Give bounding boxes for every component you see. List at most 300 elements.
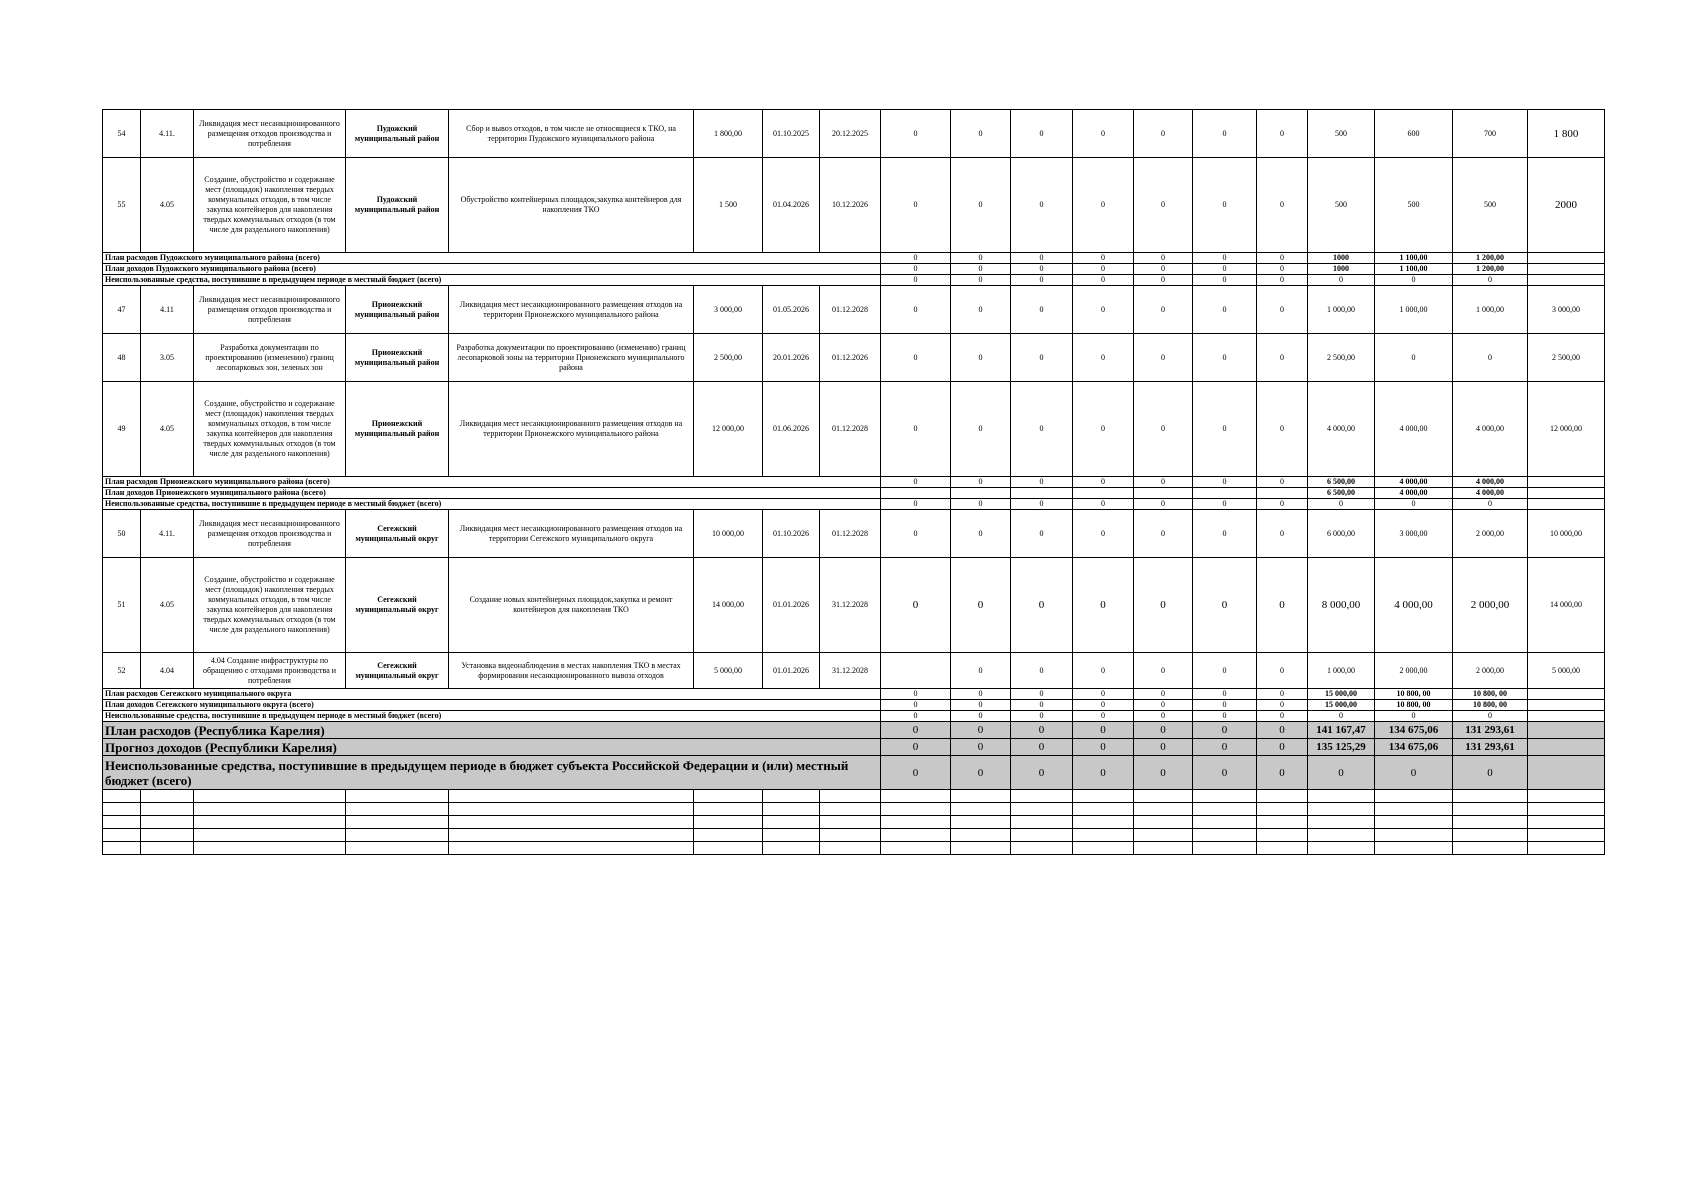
subtotal-zero: 0 [1073,253,1134,264]
subtotal-zero: 0 [1134,700,1193,711]
district-name: Пудожский муниципальный район [346,110,449,158]
grand-total-label: Неиспользованные средства, поступившие в предыдущем периоде в бюджет субъекта Российской Федерации и (или) местный бюджет (всего) [103,756,881,790]
empty-cell [1011,790,1073,803]
subtotal-zero [881,488,951,499]
table-row-item [103,653,1605,689]
grand-total-year-2: 134 675,06 [1375,739,1453,756]
measure-description: Обустройство контейнерных площадок,закупка контейнеров для накопления ТКО [449,158,694,253]
empty-cell [1193,790,1257,803]
grand-total-zero: 0 [1011,739,1073,756]
measure-code: 4.11 [141,286,194,334]
zero-value: 0 [1073,110,1134,158]
measure-code: 4.11. [141,510,194,558]
grand-total-zero: 0 [881,722,951,739]
grand-total-label: Прогноз доходов (Республики Карелия) [103,739,881,756]
subtotal-zero: 0 [1193,700,1257,711]
empty-cell [951,829,1011,842]
table-row-sub [103,700,1605,711]
empty-cell [763,803,820,816]
empty-cell [1011,816,1073,829]
subtotal-zero: 0 [1257,264,1308,275]
row-total: 12 000,00 [1528,382,1605,477]
measure-code: 4.05 [141,382,194,477]
subtotal-zero: 0 [1011,499,1073,510]
subtotal-zero: 0 [1011,711,1073,722]
table-row-item [103,558,1605,653]
subtotal-zero: 0 [1011,275,1073,286]
table-row-grand [103,739,1605,756]
zero-value: 0 [951,158,1011,253]
empty-cell [951,790,1011,803]
budget-table [102,109,1605,855]
empty-cell [1528,803,1605,816]
grand-total-year-3: 0 [1453,756,1528,790]
year-2-value: 2 000,00 [1375,653,1453,689]
table-row-item [103,334,1605,382]
measure-name: Создание, обустройство и содержание мест (площадок) накопления твердых коммунальных отходов, в том числе закупка контейнеров для накопления твердых коммунальных отходов (в том числе для раздельного накопления) [194,158,346,253]
subtotal-zero: 0 [1073,700,1134,711]
subtotal-label: План расходов Прионежского муниципального района (всего) [103,477,881,488]
empty-cell [1073,842,1134,855]
subtotal-year-3: 10 800, 00 [1453,689,1528,700]
end-date: 20.12.2025 [820,110,881,158]
grand-total-zero: 0 [1073,756,1134,790]
zero-value: 0 [1073,158,1134,253]
grand-total-empty [1528,722,1605,739]
year-3-value: 0 [1453,334,1528,382]
zero-value: 0 [1134,558,1193,653]
zero-value: 0 [881,158,951,253]
subtotal-year-2: 1 100,00 [1375,253,1453,264]
empty-cell [1308,816,1375,829]
subtotal-zero: 0 [951,499,1011,510]
subtotal-empty [1528,499,1605,510]
year-1-value: 8 000,00 [1308,558,1375,653]
subtotal-zero: 0 [951,264,1011,275]
zero-value: 0 [1011,653,1073,689]
empty-cell [881,816,951,829]
start-date: 01.10.2026 [763,510,820,558]
subtotal-year-3: 0 [1453,275,1528,286]
zero-value: 0 [951,334,1011,382]
grand-total-zero: 0 [881,756,951,790]
subtotal-year-1: 0 [1308,275,1375,286]
district-name: Сегежский муниципальный округ [346,653,449,689]
year-1-value: 2 500,00 [1308,334,1375,382]
zero-value: 0 [1073,558,1134,653]
zero-value: 0 [881,510,951,558]
zero-value: 0 [1134,510,1193,558]
row-total: 14 000,00 [1528,558,1605,653]
subtotal-zero: 0 [1011,264,1073,275]
zero-value: 0 [1193,334,1257,382]
start-date: 01.01.2026 [763,653,820,689]
district-name: Прионежский муниципальный район [346,286,449,334]
empty-cell [1134,829,1193,842]
subtotal-zero: 0 [881,700,951,711]
subtotal-empty [1528,253,1605,264]
subtotal-zero [1073,488,1134,499]
year-2-value: 1 000,00 [1375,286,1453,334]
subtotal-zero: 0 [1193,689,1257,700]
empty-cell [820,842,881,855]
zero-value: 0 [951,382,1011,477]
measure-description: Ликвидация мест несанкционированного размещения отходов на территории Сегежского муниципального округа [449,510,694,558]
subtotal-zero: 0 [881,275,951,286]
grand-total-zero: 0 [1073,722,1134,739]
end-date: 01.12.2028 [820,286,881,334]
year-3-value: 500 [1453,158,1528,253]
grand-total-year-1: 135 125,29 [1308,739,1375,756]
zero-value: 0 [951,558,1011,653]
year-3-value: 2 000,00 [1453,653,1528,689]
subtotal-zero [951,488,1011,499]
subtotal-zero: 0 [1011,477,1073,488]
zero-value: 0 [1193,110,1257,158]
empty-cell [763,842,820,855]
empty-cell [1375,816,1453,829]
measure-code: 4.04 [141,653,194,689]
empty-cell [694,803,763,816]
end-date: 01.12.2028 [820,510,881,558]
end-date: 01.12.2028 [820,382,881,477]
empty-cell [346,803,449,816]
zero-value: 0 [1073,286,1134,334]
empty-cell [1453,816,1528,829]
measure-code: 3.05 [141,334,194,382]
subtotal-year-1: 0 [1308,499,1375,510]
empty-cell [881,829,951,842]
table-row-sub [103,275,1605,286]
district-name: Пудожский муниципальный район [346,158,449,253]
row-total: 5 000,00 [1528,653,1605,689]
empty-cell [1257,816,1308,829]
subtotal-empty [1528,275,1605,286]
table-row-empty [103,816,1605,829]
year-1-value: 4 000,00 [1308,382,1375,477]
subtotal-zero: 0 [881,253,951,264]
start-date: 20.01.2026 [763,334,820,382]
subtotal-year-2: 0 [1375,711,1453,722]
empty-cell [1257,842,1308,855]
subtotal-zero: 0 [1257,275,1308,286]
empty-cell [820,829,881,842]
subtotal-year-3: 10 800, 00 [1453,700,1528,711]
empty-cell [1528,816,1605,829]
empty-cell [1134,816,1193,829]
empty-cell [881,790,951,803]
row-number: 54 [103,110,141,158]
subtotal-zero: 0 [1193,499,1257,510]
zero-value: 0 [951,110,1011,158]
grand-total-zero: 0 [1257,739,1308,756]
zero-value: 0 [1257,158,1308,253]
empty-cell [103,790,141,803]
zero-value: 0 [1073,510,1134,558]
zero-value: 0 [1257,653,1308,689]
subtotal-year-3: 0 [1453,499,1528,510]
measure-description: Ликвидация мест несанкционированного размещения отходов на территории Прионежского муниципального района [449,382,694,477]
subtotal-zero: 0 [1193,477,1257,488]
year-2-value: 0 [1375,334,1453,382]
total-cost: 10 000,00 [694,510,763,558]
subtotal-year-2: 10 800, 00 [1375,689,1453,700]
start-date: 01.10.2025 [763,110,820,158]
subtotal-zero: 0 [1134,499,1193,510]
total-cost: 2 500,00 [694,334,763,382]
year-3-value: 2 000,00 [1453,510,1528,558]
empty-cell [194,816,346,829]
end-date: 31.12.2028 [820,558,881,653]
measure-code: 4.05 [141,558,194,653]
empty-cell [1453,790,1528,803]
empty-cell [141,842,194,855]
empty-cell [346,816,449,829]
empty-cell [194,790,346,803]
measure-name: Ликвидация мест несанкционированного размещения отходов производства и потребления [194,110,346,158]
subtotal-zero: 0 [1134,264,1193,275]
zero-value: 0 [1257,382,1308,477]
zero-value: 0 [1193,286,1257,334]
measure-description: Создание новых контейнерных площадок,закупка и ремонт контейнеров для накопления ТКО [449,558,694,653]
empty-cell [1134,803,1193,816]
measure-name: Ликвидация мест несанкционированного размещения отходов производства и потребления [194,510,346,558]
subtotal-label: План расходов Пудожского муниципального района (всего) [103,253,881,264]
subtotal-year-2: 10 800, 00 [1375,700,1453,711]
subtotal-year-2: 0 [1375,499,1453,510]
zero-value: 0 [1011,510,1073,558]
empty-cell [951,816,1011,829]
empty-cell [1073,803,1134,816]
subtotal-year-3: 4 000,00 [1453,477,1528,488]
empty-cell [194,803,346,816]
empty-cell [1257,790,1308,803]
empty-cell [1375,842,1453,855]
subtotal-zero: 0 [951,253,1011,264]
total-cost: 1 500 [694,158,763,253]
start-date: 01.05.2026 [763,286,820,334]
table-row-empty [103,842,1605,855]
empty-cell [449,803,694,816]
empty-cell [1528,829,1605,842]
empty-cell [1308,790,1375,803]
empty-cell [820,803,881,816]
subtotal-zero [1257,488,1308,499]
zero-value: 0 [1193,382,1257,477]
subtotal-label: План доходов Пудожского муниципального района (всего) [103,264,881,275]
grand-total-zero: 0 [951,722,1011,739]
subtotal-zero: 0 [1073,711,1134,722]
empty-cell [103,816,141,829]
table-row-sub [103,689,1605,700]
year-1-value: 1 000,00 [1308,653,1375,689]
grand-total-zero: 0 [951,756,1011,790]
subtotal-zero: 0 [1011,700,1073,711]
grand-total-year-2: 0 [1375,756,1453,790]
row-total: 2 500,00 [1528,334,1605,382]
empty-cell [141,803,194,816]
empty-cell [763,829,820,842]
total-cost: 1 800,00 [694,110,763,158]
zero-value: 0 [1257,510,1308,558]
subtotal-zero: 0 [1193,275,1257,286]
zero-value: 0 [1134,286,1193,334]
subtotal-zero: 0 [951,700,1011,711]
row-total: 2000 [1528,158,1605,253]
grand-total-zero: 0 [1257,756,1308,790]
measure-name: Ликвидация мест несанкционированного размещения отходов производства и потребления [194,286,346,334]
row-number: 50 [103,510,141,558]
empty-cell [1308,842,1375,855]
row-total: 10 000,00 [1528,510,1605,558]
row-number: 51 [103,558,141,653]
row-number: 47 [103,286,141,334]
subtotal-zero: 0 [881,477,951,488]
empty-cell [1073,829,1134,842]
grand-total-zero: 0 [1257,722,1308,739]
empty-cell [1375,790,1453,803]
grand-total-zero: 0 [1073,739,1134,756]
subtotal-year-1: 0 [1308,711,1375,722]
zero-value: 0 [1193,510,1257,558]
subtotal-year-2: 4 000,00 [1375,477,1453,488]
empty-cell [1193,816,1257,829]
empty-cell [694,790,763,803]
empty-cell [820,816,881,829]
table-row-item [103,158,1605,253]
subtotal-zero: 0 [1134,711,1193,722]
subtotal-year-1: 6 500,00 [1308,477,1375,488]
subtotal-empty [1528,264,1605,275]
empty-cell [1453,803,1528,816]
zero-value: 0 [1257,286,1308,334]
table-row-empty [103,790,1605,803]
zero-value: 0 [1073,382,1134,477]
empty-cell [951,803,1011,816]
empty-cell [1375,803,1453,816]
empty-cell [141,790,194,803]
measure-name: Создание, обустройство и содержание мест (площадок) накопления твердых коммунальных отходов, в том числе закупка контейнеров для накопления твердых коммунальных отходов (в том числе для раздельного накопления) [194,558,346,653]
empty-cell [1193,803,1257,816]
subtotal-year-1: 1000 [1308,253,1375,264]
subtotal-year-1: 6 500,00 [1308,488,1375,499]
empty-cell [1134,790,1193,803]
subtotal-year-2: 4 000,00 [1375,488,1453,499]
subtotal-label: Неиспользованные средства, поступившие в предыдущем периоде в местный бюджет (всего) [103,275,881,286]
subtotal-zero: 0 [1134,477,1193,488]
row-number: 52 [103,653,141,689]
subtotal-zero: 0 [1193,711,1257,722]
zero-value: 0 [1073,653,1134,689]
grand-total-zero: 0 [1193,756,1257,790]
zero-value: 0 [1134,653,1193,689]
row-total: 3 000,00 [1528,286,1605,334]
row-number: 55 [103,158,141,253]
empty-cell [194,829,346,842]
table-row-sub [103,264,1605,275]
empty-cell [1011,829,1073,842]
measure-description: Сбор и вывоз отходов, в том числе не относящиеся к ТКО, на территории Пудожского муниципального района [449,110,694,158]
measure-description: Установка видеонаблюдения в местах накопления ТКО в местах формирования несанкционированного вывоза отходов [449,653,694,689]
subtotal-year-1: 15 000,00 [1308,689,1375,700]
table-row-empty [103,803,1605,816]
subtotal-zero: 0 [1134,253,1193,264]
measure-name: Создание, обустройство и содержание мест (площадок) накопления твердых коммунальных отходов, в том числе закупка контейнеров для накопления твердых коммунальных отходов (в том числе для раздельного накопления) [194,382,346,477]
empty-cell [1193,842,1257,855]
empty-cell [1528,790,1605,803]
year-3-value: 1 000,00 [1453,286,1528,334]
subtotal-zero: 0 [1257,499,1308,510]
table-row-sub [103,477,1605,488]
empty-cell [763,790,820,803]
zero-value: 0 [881,110,951,158]
subtotal-zero: 0 [1073,499,1134,510]
table-row-sub [103,711,1605,722]
subtotal-empty [1528,700,1605,711]
subtotal-zero: 0 [1011,253,1073,264]
subtotal-zero: 0 [1257,253,1308,264]
subtotal-zero: 0 [1073,477,1134,488]
subtotal-zero: 0 [1073,275,1134,286]
end-date: 01.12.2026 [820,334,881,382]
year-2-value: 600 [1375,110,1453,158]
subtotal-zero: 0 [1257,700,1308,711]
year-1-value: 6 000,00 [1308,510,1375,558]
subtotal-zero: 0 [1073,689,1134,700]
empty-cell [1257,829,1308,842]
zero-value: 0 [1011,286,1073,334]
empty-cell [881,803,951,816]
grand-total-zero: 0 [1011,756,1073,790]
empty-cell [346,790,449,803]
subtotal-zero: 0 [1257,689,1308,700]
zero-value: 0 [881,334,951,382]
district-name: Сегежский муниципальный округ [346,558,449,653]
year-2-value: 500 [1375,158,1453,253]
total-cost: 14 000,00 [694,558,763,653]
zero-value: 0 [951,510,1011,558]
zero-value: 0 [1257,110,1308,158]
subtotal-zero [1011,488,1073,499]
grand-total-zero: 0 [1193,722,1257,739]
end-date: 10.12.2026 [820,158,881,253]
empty-cell [346,829,449,842]
subtotal-zero: 0 [1193,264,1257,275]
grand-total-label: План расходов (Республика Карелия) [103,722,881,739]
empty-cell [1528,842,1605,855]
table-row-item [103,110,1605,158]
empty-cell [449,816,694,829]
table-row-item [103,286,1605,334]
start-date: 01.01.2026 [763,558,820,653]
zero-value: 0 [1134,110,1193,158]
grand-total-year-3: 131 293,61 [1453,739,1528,756]
empty-cell [194,842,346,855]
year-3-value: 4 000,00 [1453,382,1528,477]
subtotal-empty [1528,689,1605,700]
subtotal-zero: 0 [881,499,951,510]
grand-total-zero: 0 [881,739,951,756]
grand-total-year-1: 0 [1308,756,1375,790]
start-date: 01.06.2026 [763,382,820,477]
grand-total-year-2: 134 675,06 [1375,722,1453,739]
year-3-value: 2 000,00 [1453,558,1528,653]
zero-value [881,653,951,689]
subtotal-empty [1528,488,1605,499]
year-2-value: 4 000,00 [1375,382,1453,477]
measure-description: Разработка документации по проектированию (изменению) границ лесопарковой зоны на территории Прионежского муниципального района [449,334,694,382]
grand-total-zero: 0 [951,739,1011,756]
